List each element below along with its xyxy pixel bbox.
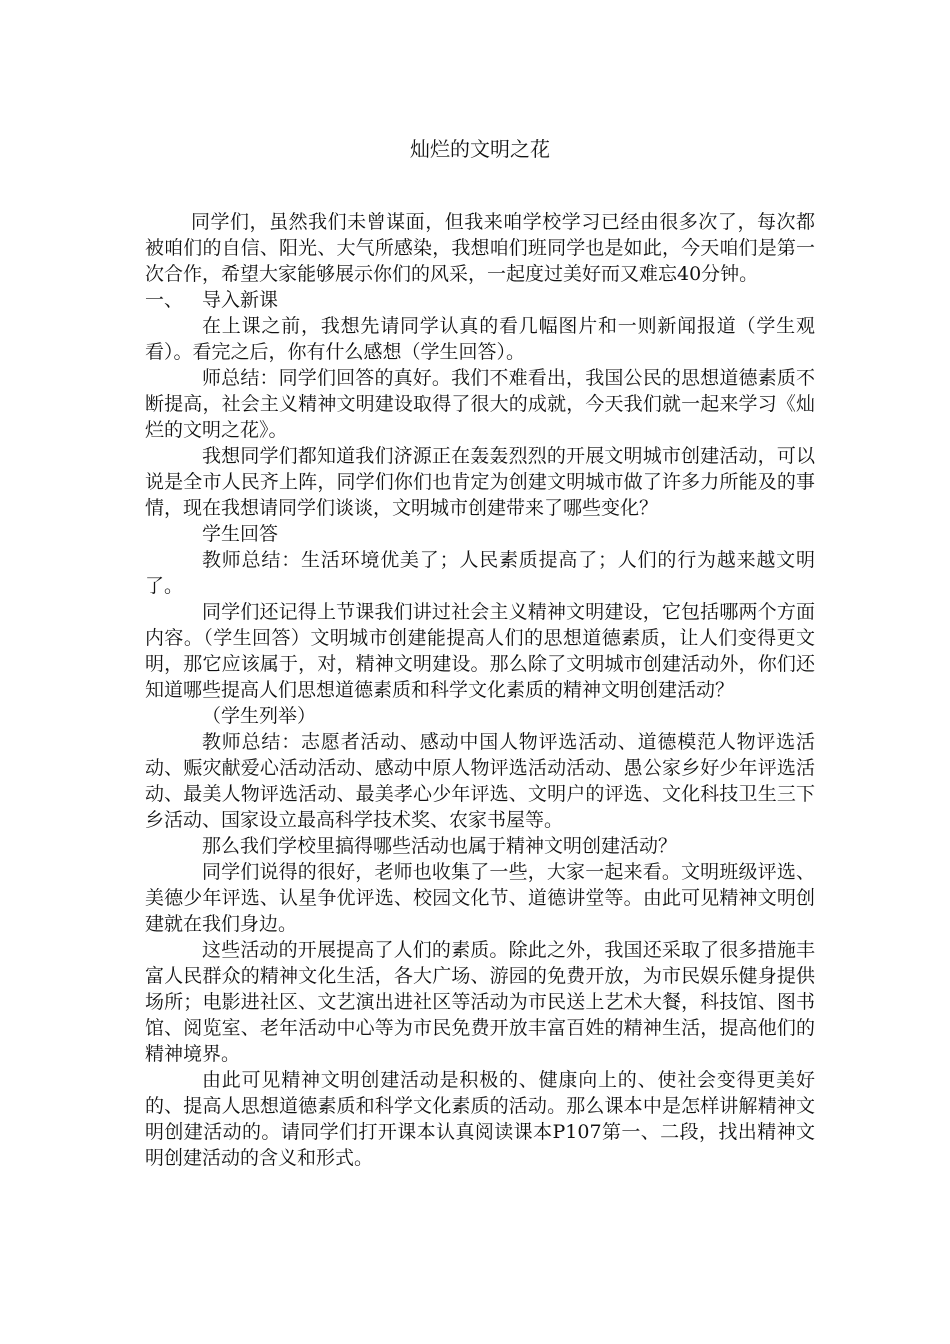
paragraph-5: 教师总结：生活环境优美了；人民素质提高了；人们的行为越来越文明了。 [145,549,815,597]
paragraph-2: 师总结：同学们回答的真好。我们不难看出，我国公民的思想道德素质不断提高，社会主义精神文明建设取得了很大的成就，今天我们就一起来学习《灿烂的文明之花》。 [145,367,815,441]
paragraph-12: 由此可见精神文明创建活动是积极的、健康向上的、使社会变得更美好的、提高人思想道德素质和科学文化素质的活动。那么课本中是怎样讲解精神文明创建活动的。请同学们打开课本认真阅读课本P107第一、二段，找出精神文明创建活动的含义和形式。 [145,1069,815,1169]
document-title: 灿烂的文明之花 [410,137,550,161]
paragraph-1: 在上课之前，我想先请同学认真的看几幅图片和一则新闻报道（学生观看）。看完之后，你有什么感想（学生回答）。 [145,315,815,363]
paragraph-4: 学生回答 [202,523,279,545]
paragraph-9: 那么我们学校里搞得哪些活动也属于精神文明创建活动？ [202,835,678,857]
paragraph-11: 这些活动的开展提高了人们的素质。除此之外，我国还采取了很多措施丰富人民群众的精神文化生活，各大广场、游园的免费开放，为市民娱乐健身提供场所；电影进社区、文艺演出进社区等活动为市民送上艺术大餐，科技馆、图书馆、阅览室、老年活动中心等为市民免费开放丰富百姓的精神生活，提高他们的精神境界。 [145,939,815,1065]
document-body [145,130,815,1171]
paragraph-7: （学生列举） [202,705,317,727]
section-label: 导入新课 [202,289,279,311]
paragraph-6: 同学们还记得上节课我们讲过社会主义精神文明建设，它包括哪两个方面内容。（学生回答）文明城市创建能提高人们的思想道德素质，让人们变得更文明，那它应该属于，对，精神文明建设。那么除了文明城市创建活动外，你们还知道哪些提高人们思想道德素质和科学文化素质的精神文明创建活动？ [145,601,815,701]
paragraph-10: 同学们说得的很好，老师也收集了一些，大家一起来看。文明班级评选、美德少年评选、认星争优评选、校园文化节、道德讲堂等。由此可见精神文明创建就在我们身边。 [145,861,815,935]
paragraph-8: 教师总结：志愿者活动、感动中国人物评选活动、道德模范人物评选活动、赈灾献爱心活动活动、感动中原人物评选活动活动、愚公家乡好少年评选活动、最美人物评选活动、最美孝心少年评选、文明户的评选、文化科技卫生三下乡活动、国家设立最高科学技术奖、农家书屋等。 [145,731,815,831]
paragraph-3: 我想同学们都知道我们济源正在轰轰烈烈的开展文明城市创建活动，可以说是全市人民齐上阵，同学们你们也肯定为创建文明城市做了许多力所能及的事情，现在我想请同学们谈谈，文明城市创建带来了哪些变化？ [145,445,815,519]
section-number: 一、 [145,289,184,311]
intro-paragraph: 同学们，虽然我们未曾谋面，但我来咱学校学习已经由很多次了，每次都被咱们的自信、阳光、大气所感染，我想咱们班同学也是如此，今天咱们是第一次合作，希望大家能够展示你们的风采，一起度过美好而又难忘40分钟。 [145,211,815,285]
section-heading-1 [145,287,815,313]
